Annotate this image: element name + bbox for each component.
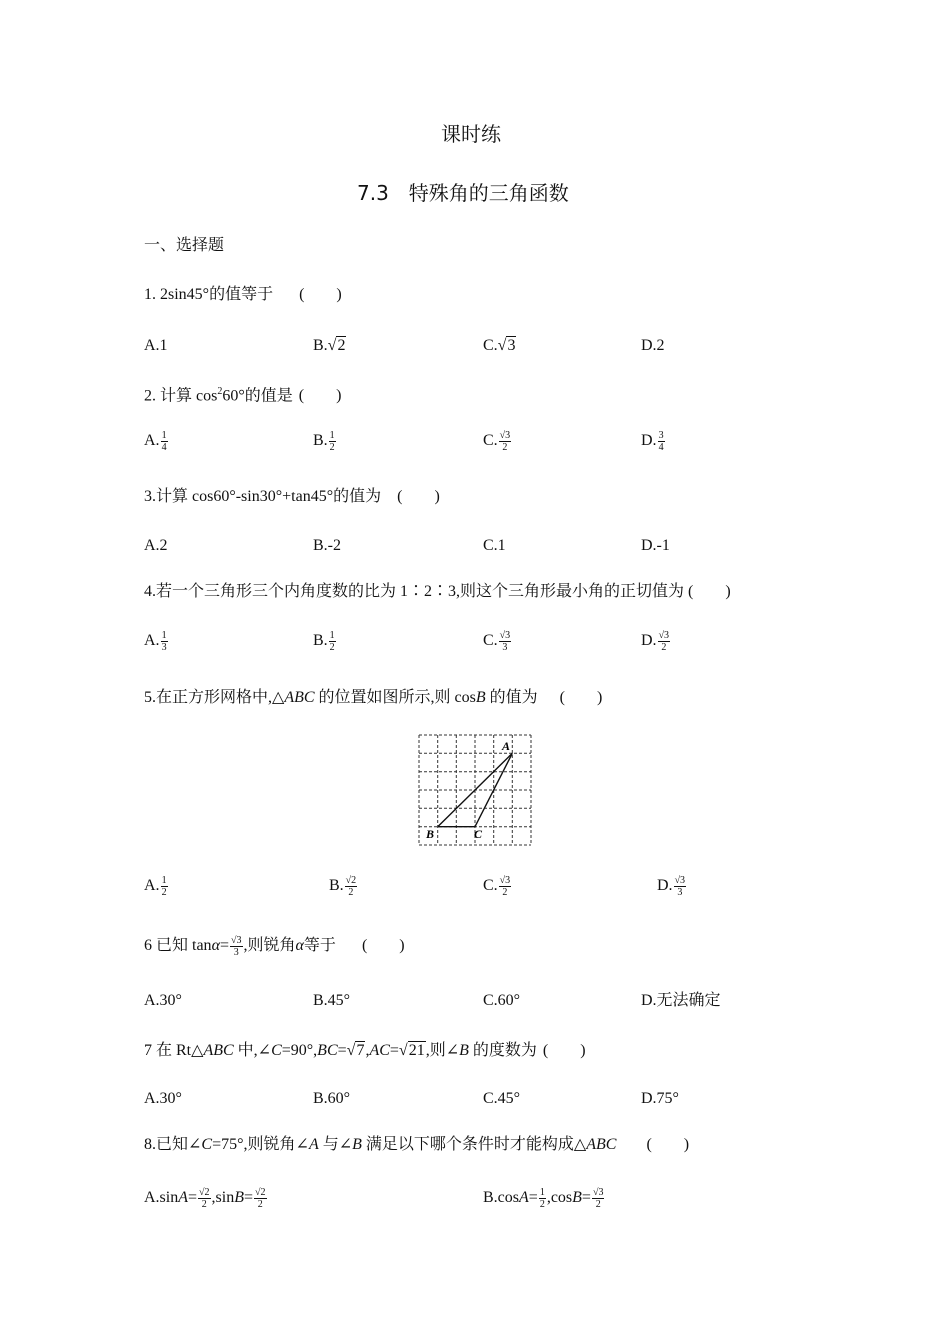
page-title: 课时练 — [441, 122, 501, 146]
q4-option-b: B. $\frac{1}{2}$ — [313, 630, 335, 653]
q7-option-b: B.60° — [313, 1090, 351, 1107]
lesson-title: 7.3 特殊角的三角函数 — [357, 181, 569, 205]
q6-option-b: B.45° — [313, 992, 351, 1009]
q1-option-a: A.1 — [144, 337, 168, 354]
question-7-stem: 7 在 Rt△ABC 中,∠C=90°,BC=√7,AC=√21,则∠B 的度数为 ( ) — [144, 1042, 586, 1059]
section-heading: 一、选择题 — [144, 237, 225, 254]
q8-option-b: B.cosA= $\frac{1}{2}$ ,cosB= $\frac{√3}{2}$ — [483, 1187, 604, 1210]
q1-option-b: B.√2 — [313, 337, 346, 354]
vertex-a-label: A — [502, 739, 511, 753]
q1-option-c: C.√3 — [483, 337, 516, 354]
q6-option-c: C.60° — [483, 992, 521, 1009]
question-8-stem: 8.已知∠C=75°,则锐角∠A 与∠B 满足以下哪个条件时才能构成△ABC ( ) — [144, 1136, 690, 1153]
q5-option-c: C. $\frac{√3}{2}$ — [483, 875, 511, 898]
q5-option-a: A. $\frac{1}{2}$ — [144, 875, 167, 898]
vertex-b-label: B — [426, 827, 435, 841]
vertex-c-label: C — [474, 827, 483, 841]
q3-option-b: B.-2 — [313, 537, 341, 554]
q2-option-b: B. $\frac{1}{2}$ — [313, 430, 335, 453]
q3-option-d: D.-1 — [641, 537, 670, 554]
q5-option-d: D. $\frac{√3}{3}$ — [657, 875, 686, 898]
q3-option-a: A.2 — [144, 537, 168, 554]
q1-option-d: D.2 — [641, 337, 665, 354]
q7-option-d: D.75° — [641, 1090, 679, 1107]
question-5-stem: 5.在正方形网格中,△ABC 的位置如图所示,则 cosB 的值为 ( ) — [144, 689, 603, 706]
grid-triangle-figure — [416, 732, 534, 848]
question-1-stem: 1. 2sin45°的值等于 ( ) — [144, 286, 342, 303]
q3-option-c: C.1 — [483, 537, 506, 554]
q4-option-a: A. $\frac{1}{3}$ — [144, 630, 167, 653]
question-2-stem: 2. 计算 $\cos^260^\circ$的值是 ( ) — [144, 386, 342, 405]
q6-option-a: A.30° — [144, 992, 182, 1009]
q7-option-a: A.30° — [144, 1090, 182, 1107]
q8-option-a: A.sinA= $\frac{√2}{2}$ ,sinB= $\frac{√2}{2}$ — [144, 1187, 266, 1210]
q7-option-c: C.45° — [483, 1090, 521, 1107]
q6-option-d: D.无法确定 — [641, 992, 721, 1009]
q2-option-c: C. $\frac{√3}{2}$ — [483, 430, 511, 453]
q5-option-b: B. $\frac{√2}{2}$ — [329, 875, 357, 898]
question-3-stem: 3.计算 cos60°-sin30°+tan45°的值为 ( ) — [144, 488, 440, 505]
q4-option-d: D. $\frac{√3}{2}$ — [641, 630, 670, 653]
question-6-stem: 6 已知 tanα= $\frac{√3}{3}$ ,则锐角α等于 ( ) — [144, 935, 405, 958]
q4-option-c: C. $\frac{√3}{3}$ — [483, 630, 511, 653]
q2-option-a: A. $\frac{1}{4}$ — [144, 430, 167, 453]
question-4-stem: 4.若一个三角形三个内角度数的比为 1∶2∶3,则这个三角形最小角的正切值为 ( ) — [144, 583, 731, 600]
q2-option-d: D. $\frac{3}{4}$ — [641, 430, 664, 453]
